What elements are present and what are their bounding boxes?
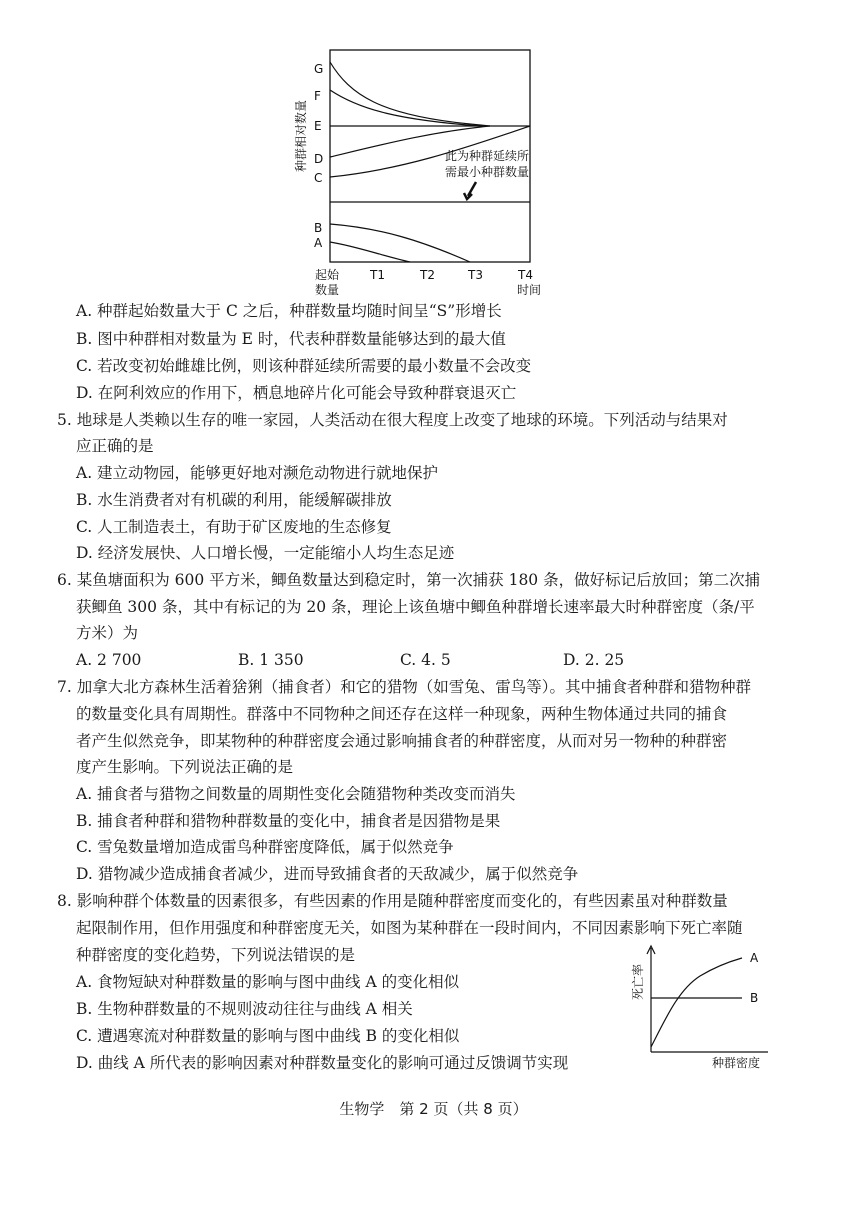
q7-stem-3: 者产生似然竞争，即某物种的种群密度会通过影响捕食者的种群密度，从而对另一物种的种群密 xyxy=(76,732,728,750)
page-footer: 生物学 第 2 页（共 8 页） xyxy=(339,1100,528,1118)
q5-stem-2: 应正确的是 xyxy=(76,437,154,455)
q6-stem-2: 获鲫鱼 300 条，其中有标记的为 20 条，理论上该鱼塘中鲫鱼种群增长速率最大时种群密度（条/平 xyxy=(76,598,755,616)
q4-option-a: A. 种群起始数量大于 C 之后，种群数量均随时间呈“S”形增长 xyxy=(76,302,502,320)
q8-option-a: A. 食物短缺对种群数量的影响与图中曲线 A 的变化相似 xyxy=(76,973,460,991)
q4-option-b: B. 图中种群相对数量为 E 时，代表种群数量能够达到的最大值 xyxy=(76,330,506,348)
q4-option-d: D. 在阿利效应的作用下，栖息地碎片化可能会导致种群衰退灭亡 xyxy=(76,384,517,402)
curve-a-label: A xyxy=(750,951,759,965)
q5-option-b: B. 水生消费者对有机碳的利用，能缓解碳排放 xyxy=(76,491,392,509)
y-tick-g: G xyxy=(314,62,324,76)
x-tick-t2: T2 xyxy=(420,268,435,282)
q6-option-c: C. 4. 5 xyxy=(400,651,451,669)
q7-option-a: A. 捕食者与猎物之间数量的周期性变化会随猎物种类改变而消失 xyxy=(76,785,516,803)
mortality-figure xyxy=(620,940,780,1070)
annotation-line-2: 需最小种群数量 xyxy=(445,165,530,179)
q6-stem-1: 6. 某鱼塘面积为 600 平方米，鲫鱼数量达到稳定时，第一次捕获 180 条，做好标记后放回；第二次捕 xyxy=(57,571,761,589)
y-tick-c: C xyxy=(314,171,323,185)
population-figure xyxy=(0,0,867,300)
q5-option-c: C. 人工制造表土，有助于矿区废地的生态修复 xyxy=(76,518,392,536)
x-tick-t1: T1 xyxy=(370,268,385,282)
q7-stem-1: 7. 加拿大北方森林生活着猞猁（捕食者）和它的猎物（如雪兔、雷鸟等）。其中捕食者种群和猎物种群 xyxy=(57,678,751,696)
q8-stem-3: 种群密度的变化趋势，下列说法错误的是 xyxy=(76,946,356,964)
q7-stem-4: 度产生影响。下列说法正确的是 xyxy=(76,758,294,776)
q6-option-a: A. 2 700 xyxy=(76,651,142,669)
curve-b-label: B xyxy=(750,991,759,1005)
curve-a xyxy=(651,958,742,1047)
curve-a xyxy=(330,242,410,262)
y-axis-label: 种群相对数量 xyxy=(294,99,308,173)
x-axis-label: 时间 xyxy=(517,283,542,297)
y-tick-e: E xyxy=(314,119,322,133)
q6-option-d: D. 2. 25 xyxy=(563,651,625,669)
q6-option-b: B. 1 350 xyxy=(238,651,304,669)
x-tick-t3: T3 xyxy=(468,268,483,282)
q7-stem-2: 的数量变化具有周期性。群落中不同物种之间还存在这样一种现象，两种生物体通过共同的捕食 xyxy=(76,705,728,723)
y-tick-d: D xyxy=(314,152,324,166)
curve-b xyxy=(330,224,470,262)
q7-option-c: C. 雪兔数量增加造成雷鸟种群密度降低，属于似然竞争 xyxy=(76,838,454,856)
annotation-arrow-icon xyxy=(464,182,476,199)
q7-option-d: D. 猎物减少造成捕食者减少，进而导致捕食者的天敌减少，属于似然竞争 xyxy=(76,865,579,883)
x-axis-label: 种群密度 xyxy=(712,1056,761,1070)
q5-stem-1: 5. 地球是人类赖以生存的唯一家园，人类活动在很大程度上改变了地球的环境。下列活动与结果对 xyxy=(57,411,728,429)
q8-option-d: D. 曲线 A 所代表的影响因素对种群数量变化的影响可通过反馈调节实现 xyxy=(76,1054,569,1072)
q6-stem-3: 方米）为 xyxy=(76,624,139,642)
y-tick-f: F xyxy=(314,89,321,103)
x-tick-start-2: 数量 xyxy=(315,283,340,297)
q8-stem-1: 8. 影响种群个体数量的因素很多，有些因素的作用是随种群密度而变化的，有些因素虽对种群数量 xyxy=(57,892,728,910)
y-tick-a: A xyxy=(314,236,323,250)
q8-stem-2: 起限制作用，但作用强度和种群密度无关，如图为某种群在一段时间内，不同因素影响下死亡率随 xyxy=(76,919,743,937)
curve-f xyxy=(330,90,480,126)
x-tick-start-1: 起始 xyxy=(315,268,340,282)
q4-option-c: C. 若改变初始雌雄比例，则该种群延续所需要的最小数量不会改变 xyxy=(76,357,532,375)
q7-option-b: B. 捕食者种群和猎物种群数量的变化中，捕食者是因猎物是果 xyxy=(76,812,501,830)
curve-g xyxy=(330,62,490,126)
annotation-line-1: 此为种群延续所 xyxy=(445,149,530,163)
q5-option-d: D. 经济发展快、人口增长慢，一定能缩小人均生态足迹 xyxy=(76,544,455,562)
y-axis-label: 死亡率 xyxy=(631,963,645,1001)
q8-option-c: C. 遭遇寒流对种群数量的影响与图中曲线 B 的变化相似 xyxy=(76,1027,460,1045)
x-tick-t4: T4 xyxy=(518,268,533,282)
q5-option-a: A. 建立动物园，能够更好地对濒危动物进行就地保护 xyxy=(76,464,439,482)
y-tick-b: B xyxy=(314,221,323,235)
q8-option-b: B. 生物种群数量的不规则波动往往与曲线 A 相关 xyxy=(76,1000,413,1018)
